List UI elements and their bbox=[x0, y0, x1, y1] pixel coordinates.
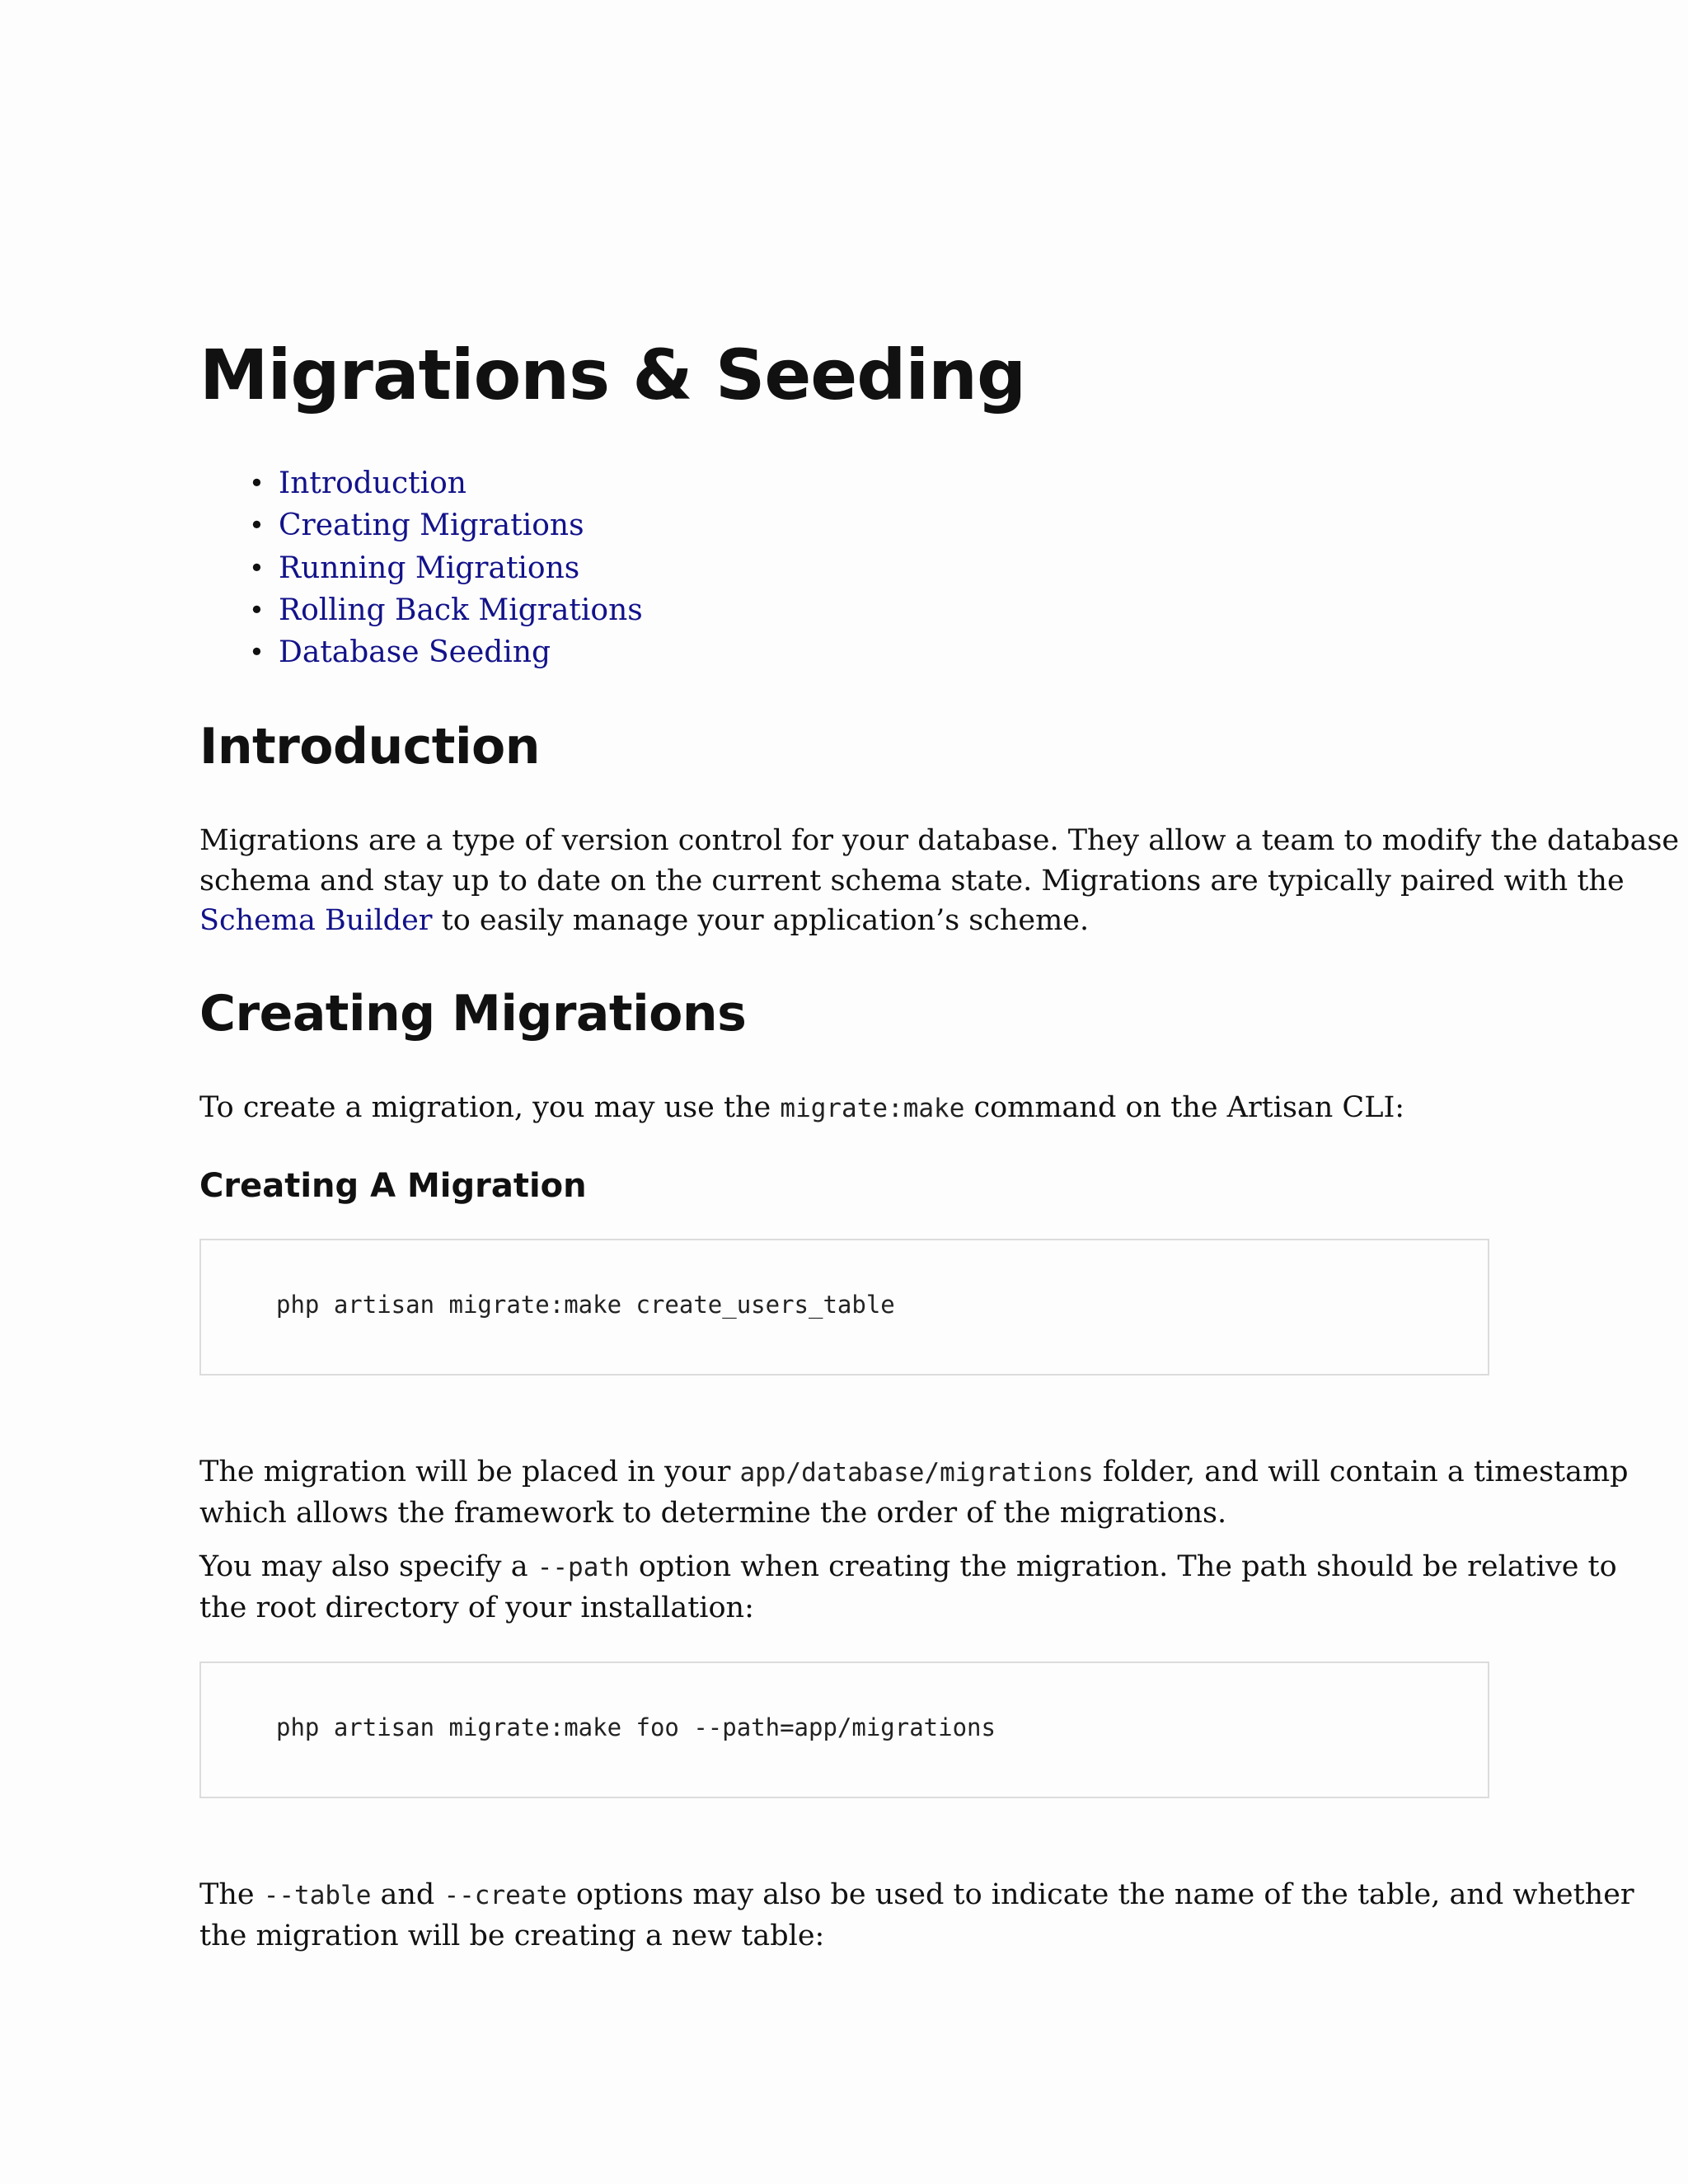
paragraph-text: The migration will be placed in your bbox=[199, 1455, 740, 1488]
schema-builder-link[interactable]: Schema Builder bbox=[199, 904, 433, 937]
inline-code: --path bbox=[537, 1553, 630, 1582]
toc-link-rolling-back-migrations[interactable]: Rolling Back Migrations bbox=[279, 593, 643, 627]
paragraph-text: To create a migration, you may use the bbox=[199, 1091, 781, 1124]
toc-item bbox=[199, 631, 643, 673]
toc-link-creating-migrations[interactable]: Creating Migrations bbox=[279, 509, 584, 543]
code-block bbox=[199, 1239, 1489, 1376]
introduction-paragraph bbox=[199, 821, 1680, 941]
creating-a-migration-subheading: Creating A Migration bbox=[199, 1167, 587, 1205]
paragraph-text: options may also be used to indicate the name of the table, and whether bbox=[566, 1878, 1634, 1911]
migration-location-paragraph bbox=[199, 1452, 1629, 1533]
paragraph-line: schema and stay up to date on the current schema state. Migrations are typically paired with the bbox=[199, 864, 1625, 898]
paragraph-line bbox=[199, 1875, 1634, 1916]
paragraph-line: Migrations are a type of version control for your database. They allow a team to modify the database bbox=[199, 824, 1680, 857]
toc-item bbox=[199, 547, 643, 589]
toc-link-introduction[interactable]: Introduction bbox=[279, 466, 467, 500]
paragraph-line: the root directory of your installation: bbox=[199, 1591, 754, 1624]
paragraph-line bbox=[199, 901, 1491, 941]
paragraph-line bbox=[199, 1452, 1629, 1493]
paragraph-text: You may also specify a bbox=[199, 1550, 537, 1583]
paragraph-line bbox=[199, 1088, 1491, 1129]
page-title: Migrations & Seeding bbox=[199, 335, 1026, 415]
paragraph-text: and bbox=[371, 1878, 444, 1911]
table-of-contents bbox=[199, 462, 643, 673]
toc-link-running-migrations[interactable]: Running Migrations bbox=[279, 551, 580, 585]
code-text: php artisan migrate:make create_users_table bbox=[276, 1291, 895, 1319]
inline-code: --table bbox=[263, 1881, 372, 1910]
paragraph-text: The bbox=[199, 1878, 264, 1911]
table-create-options-paragraph bbox=[199, 1875, 1634, 1956]
toc-item bbox=[199, 504, 643, 546]
inline-code: migrate:make bbox=[780, 1094, 965, 1123]
paragraph-line: which allows the framework to determine the order of the migrations. bbox=[199, 1496, 1227, 1530]
toc-link-database-seeding[interactable]: Database Seeding bbox=[279, 635, 551, 670]
creating-migrations-heading: Creating Migrations bbox=[199, 985, 747, 1043]
creating-intro-paragraph bbox=[199, 1088, 1491, 1129]
introduction-heading: Introduction bbox=[199, 718, 540, 776]
code-block bbox=[199, 1661, 1489, 1798]
paragraph-line bbox=[199, 1547, 1617, 1588]
paragraph-line: the migration will be creating a new table: bbox=[199, 1919, 825, 1952]
paragraph-text: option when creating the migration. The path should be relative to bbox=[629, 1550, 1617, 1583]
path-option-paragraph bbox=[199, 1547, 1617, 1628]
inline-code: app/database/migrations bbox=[739, 1458, 1094, 1488]
paragraph-text: folder, and will contain a timestamp bbox=[1093, 1455, 1629, 1488]
toc-item bbox=[199, 462, 643, 504]
inline-code: --create bbox=[443, 1881, 567, 1910]
code-text: php artisan migrate:make foo --path=app/migrations bbox=[276, 1713, 996, 1741]
toc-item bbox=[199, 589, 643, 631]
paragraph-text: to easily manage your application’s scheme. bbox=[432, 904, 1090, 937]
paragraph-text: command on the Artisan CLI: bbox=[964, 1091, 1405, 1124]
